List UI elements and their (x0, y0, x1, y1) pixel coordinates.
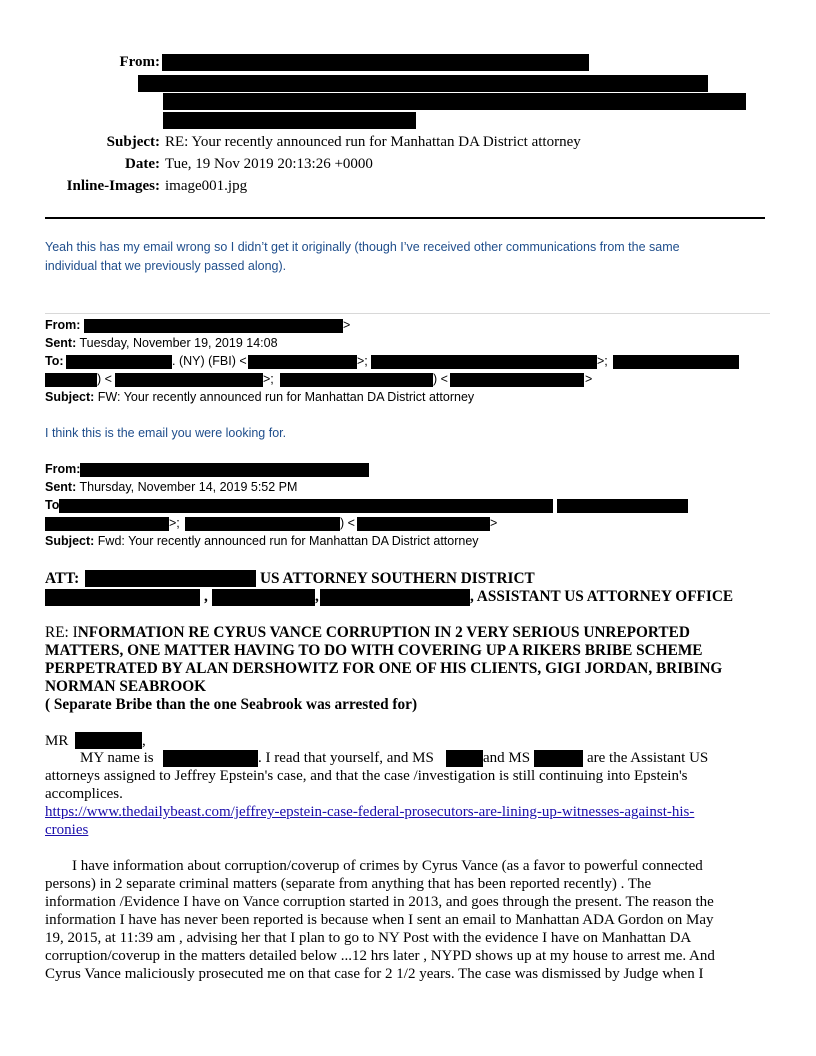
redaction-block (162, 54, 589, 71)
p2-line-6: corruption/coverup in the matters detailed below ...12 hrs later , NYPD shows up at my house to arrest me. And (45, 948, 715, 964)
redaction-block (115, 373, 263, 387)
subject-value: RE: Your recently announced run for Manhattan DA District attorney (165, 134, 581, 150)
redaction-block (320, 589, 470, 606)
redaction-block (280, 373, 433, 387)
article-link-continued[interactable]: cronies (45, 822, 89, 838)
redaction-block (357, 517, 490, 531)
att-label: ATT: (45, 570, 80, 587)
article-link[interactable]: https://www.thedailybeast.com/jeffrey-epstein-case-federal-prosecutors-are-lining-up-witnesses-against-his- (45, 804, 695, 820)
redaction-block (66, 355, 172, 369)
redaction-block (248, 355, 357, 369)
fw2-to-part1: >; (169, 516, 180, 530)
redaction-block (85, 570, 256, 587)
p1-part-a: MY name is (80, 750, 154, 766)
p2-line-1: I have information about corruption/coverup of crimes by Cyrus Vance (as a favor to powerful connected (72, 858, 703, 874)
redaction-block (80, 463, 369, 477)
redaction-block (185, 517, 340, 531)
header-divider (45, 217, 765, 219)
re-line-3: PERPETRATED BY ALAN DERSHOWITZ FOR ONE OF HIS CLIENTS, GIGI JORDAN, BRIBING (45, 660, 723, 677)
fw2-to-label: To (45, 498, 60, 512)
re-line-4: NORMAN SEABROOK (45, 678, 207, 695)
salutation: MR (45, 733, 69, 749)
re-line-5: ( Separate Bribe than the one Seabrook was arrested for) (45, 696, 418, 713)
fw1-from-label: From: (45, 318, 81, 332)
fw1-sent-value: Tuesday, November 19, 2019 14:08 (76, 336, 278, 350)
redaction-block (45, 373, 97, 387)
redaction-block (163, 93, 746, 110)
fw1-to-label: To: (45, 354, 64, 368)
p1-part-c: and MS (483, 750, 531, 766)
redaction-block (450, 373, 584, 387)
date-label: Date: (125, 156, 160, 172)
redaction-block (212, 589, 315, 606)
fw2-subject-value: Fwd: Your recently announced run for Manhattan DA District attorney (94, 534, 479, 548)
reply-line-1: Yeah this has my email wrong so I didn’t get it originally (though I’ve received other communications from the same (45, 240, 680, 254)
p2-line-2: persons) in 2 separate criminal matters (separate from anything that has been reported recently) . The (45, 876, 652, 892)
p1-line-2: attorneys assigned to Jeffrey Epstein's case, and that the case /investigation is still continuing into Epstein's (45, 768, 688, 784)
p2-line-4: information I have has never been reported is because when I sent an email to Manhattan ADA Gordon on May (45, 912, 714, 928)
from-label: From: (119, 54, 160, 70)
fw1-to-part7: > (585, 372, 593, 386)
fw1-note: I think this is the email you were looking for. (45, 426, 287, 440)
fw2-to-part3: > (490, 516, 498, 530)
fw1-sent-label: Sent: (45, 336, 77, 350)
att-comma-1: , (204, 588, 208, 605)
p1-line-3: accomplices. (45, 786, 123, 802)
redaction-block (45, 589, 200, 606)
redaction-block (163, 750, 258, 767)
redaction-block (557, 499, 688, 513)
inline-images-value: image001.jpg (165, 178, 248, 194)
fw1-subject-value: FW: Your recently announced run for Manhattan DA District attorney (94, 390, 475, 404)
fw1-subject-label: Subject: (45, 390, 95, 404)
redaction-block (138, 75, 708, 92)
fw2-sent-value: Thursday, November 14, 2019 5:52 PM (76, 480, 298, 494)
att-tail-2: , ASSISTANT US ATTORNEY OFFICE (470, 588, 734, 605)
salutation-comma: , (142, 733, 146, 749)
att-comma-2: , (315, 588, 319, 605)
date-value: Tue, 19 Nov 2019 20:13:26 +0000 (165, 156, 373, 172)
p1-part-d: are the Assistant US (587, 750, 709, 766)
redaction-block (613, 355, 739, 369)
fw1-to-part4: ) < (97, 372, 112, 386)
att-tail: US ATTORNEY SOUTHERN DISTRICT (260, 570, 535, 587)
fw2-subject-label: Subject: (45, 534, 95, 548)
fw2-sent-label: Sent: (45, 480, 77, 494)
forward-divider (45, 313, 770, 314)
fw1-from-tail: > (343, 318, 351, 332)
inline-images-label: Inline-Images: (66, 178, 160, 194)
redaction-block (59, 499, 553, 513)
p2-line-7: Cyrus Vance maliciously prosecuted me on that case for 2 1/2 years. The case was dismissed by Judge when I (45, 966, 704, 982)
subject-label: Subject: (106, 134, 160, 150)
p2-line-5: 19, 2015, at 11:39 am , advising her that I plan to go to NY Post with the evidence I have on Manhattan DA (45, 930, 692, 946)
re-line-1: NFORMATION RE CYRUS VANCE CORRUPTION IN 2 VERY SERIOUS UNREPORTED (77, 624, 690, 641)
redaction-block (84, 319, 343, 333)
fw1-to-part3: >; (597, 354, 608, 368)
redaction-block (371, 355, 597, 369)
fw1-to-part5: >; (263, 372, 274, 386)
fw1-to-part1: . (NY) (FBI) < (172, 354, 247, 368)
p2-line-3: information /Evidence I have on Vance corruption started in 2013, and goes through the present. The reason the (45, 894, 714, 910)
fw1-to-part6: ) < (433, 372, 448, 386)
fw1-to-part2: >; (357, 354, 368, 368)
p1-part-b: . I read that yourself, and MS (258, 750, 434, 766)
fw2-to-part2: ) < (340, 516, 355, 530)
redaction-block (446, 750, 483, 767)
reply-line-2: individual that we previously passed along). (45, 259, 287, 273)
redaction-block (75, 732, 142, 749)
redaction-block (534, 750, 583, 767)
re-prefix: RE: I (45, 624, 78, 641)
redaction-block (45, 517, 169, 531)
fw2-from-label: From: (45, 462, 81, 476)
re-line-2: MATTERS, ONE MATTER HAVING TO DO WITH COVERING UP A RIKERS BRIBE SCHEME (45, 642, 703, 659)
redaction-block (163, 112, 416, 129)
